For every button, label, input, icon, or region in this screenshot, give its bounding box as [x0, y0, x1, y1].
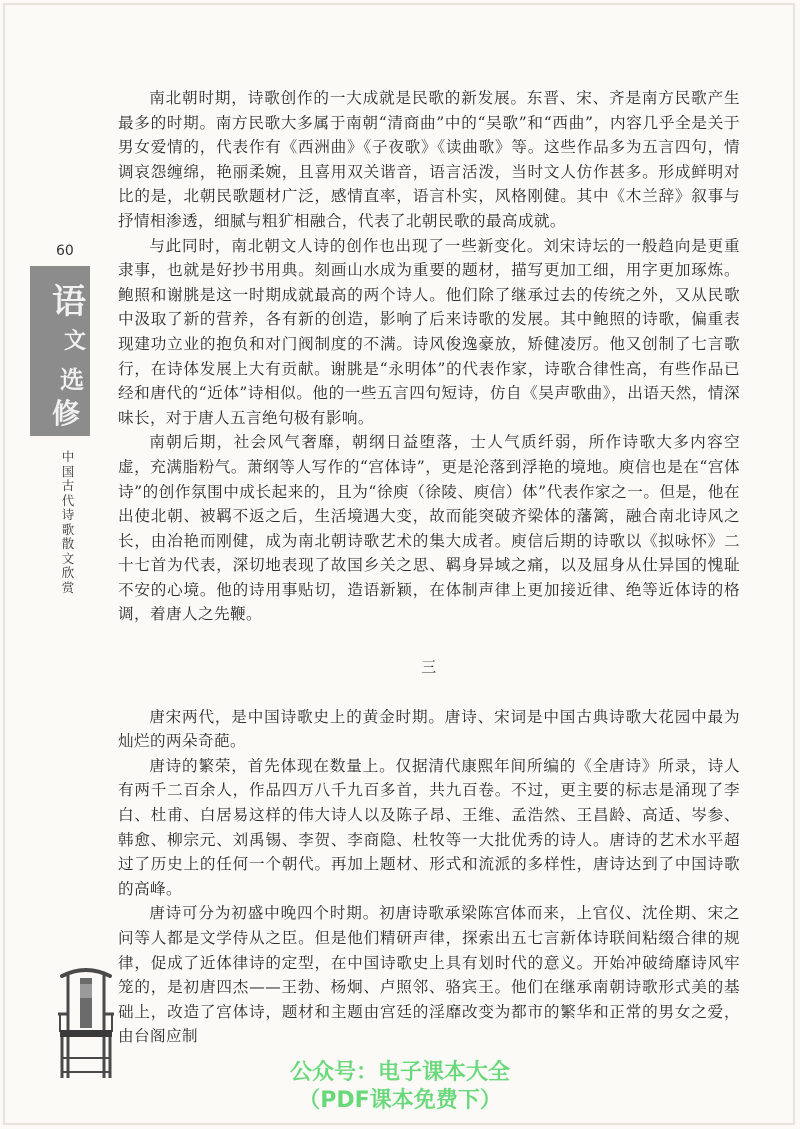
watermark-line: （PDF课本免费下） [298, 1088, 502, 1113]
paragraph: 南朝后期，社会风气奢靡，朝纲日益堕落，士人气质纤弱，所作诗歌大多内容空虚，充满脂粉气。萧纲等人写作的“宫体诗”，更是沦落到浮艳的境地。庾信也是在“宫体诗”的创作氛围中成长起来的，且为“徐庾（徐陵、庾信）体”代表作家之一。但是，他在出使北朝、被羁不返之后，生活境遇大变，故而能突破齐梁体的藩篱，融合南北诗风之长，由冶艳而刚健，成为南北朝诗歌艺术的集大成者。庾信后期的诗歌以《拟咏怀》二十七首为代表，深切地表现了故国乡关之思、羁身异域之痛，以及屈身从仕异国的愧耻不安的心境。他的诗用事贴切，造语新颖，在体制声律上更加接近律、绝等近体诗的格调，着唐人之先鞭。 [118, 433, 740, 624]
side-subtitle: 中国古代诗歌散文欣赏 [61, 449, 75, 595]
side-tab-char: 语 [52, 282, 86, 322]
side-tab-char: 修 [52, 397, 81, 430]
paragraph: 南北朝时期，诗歌创作的一大成就是民歌的新发展。东晋、宋、齐是南方民歌产生最多的时期。南方民歌大多属于南朝“清商曲”中的“吴歌”和“西曲”，内容几乎全是关于男女爱情的，代表作有《西洲曲》《子夜歌》《读曲歌》等。这些作品多为五言四句，情调哀怨缠绵，艳丽柔婉，且喜用双关谐音，语言活泼，当时文人仿作甚多。形成鲜明对比的是，北朝民歌题材广泛，感情直率，语言朴实，风格刚健。其中《木兰辞》叙事与抒情相渗透，细腻与粗犷相融合，代表了北朝民歌的最高成就。 [118, 89, 740, 230]
ming-chair-icon [54, 962, 118, 1082]
side-tab-char: 选 [60, 365, 84, 394]
main-text [118, 86, 740, 1049]
paragraph: 唐宋两代，是中国诗歌史上的黄金时期。唐诗、宋词是中国古典诗歌大花园中最为灿烂的两朵奇葩。 [118, 707, 740, 751]
side-tab [30, 266, 90, 436]
paragraph: 与此同时，南北朝文人诗的创作也出现了一些新变化。刘宋诗坛的一般趋向是更重隶事，也就是好抄书用典。刻画山水成为重要的题材，描写更加工细，用字更加琢炼。鲍照和谢朓是这一时期成就最高的两个诗人。他们除了继承过去的传统之外，又从民歌中汲取了新的营养，各有新的创造，影响了后来诗歌的发展。其中鲍照的诗歌，偏重表现建功立业的抱负和对门阀制度的不满。诗风俊逸豪放，矫健凌厉。他又创制了七言歌行，在诗体发展上大有贡献。谢朓是“永明体”的代表作家，诗歌合律性高，有些作品已经和唐代的“近体”诗相似。他的一些五言四句短诗，仿自《吴声歌曲》，出语天然，情深味长，对于唐人五言绝句极有影响。 [118, 236, 740, 427]
page-number: 60 [56, 243, 74, 259]
section-heading: 三 [421, 658, 437, 677]
paragraph: 唐诗可分为初盛中晚四个时期。初唐诗歌承梁陈宫体而来，上官仪、沈佺期、宋之问等人都是文学侍从之臣。但是他们精研声律，探索出五七言新体诗联间粘缀合律的规律，促成了近体律诗的定型，在中国诗歌史上具有划时代的意义。开始冲破绮靡诗风牢笼的，是初唐四杰——王勃、杨炯、卢照邻、骆宾王。他们在继承南朝诗歌形式美的基础上，改造了宫体诗，题材和主题由宫廷的淫靡改变为都市的繁华和正常的男女之爱，由台阁应制 [118, 904, 740, 1046]
side-tab-char: 文 [64, 328, 87, 354]
watermark-line: 公众号：电子课本大全 [289, 1060, 510, 1085]
paragraph: 唐诗的繁荣，首先体现在数量上。仅据清代康熙年间所编的《全唐诗》所录，诗人有两千二百余人，作品四万八千九百多首，共九百卷。不过，更主要的标志是涌现了李白、杜甫、白居易这样的伟大诗人以及陈子昂、王维、孟浩然、王昌龄、高适、岑参、韩愈、柳宗元、刘禹锡、李贺、李商隐、杜牧等一大批优秀的诗人。唐诗的艺术水平超过了历史上的任何一个朝代。再加上题材、形式和流派的多样性，唐诗达到了中国诗歌的高峰。 [118, 756, 740, 898]
